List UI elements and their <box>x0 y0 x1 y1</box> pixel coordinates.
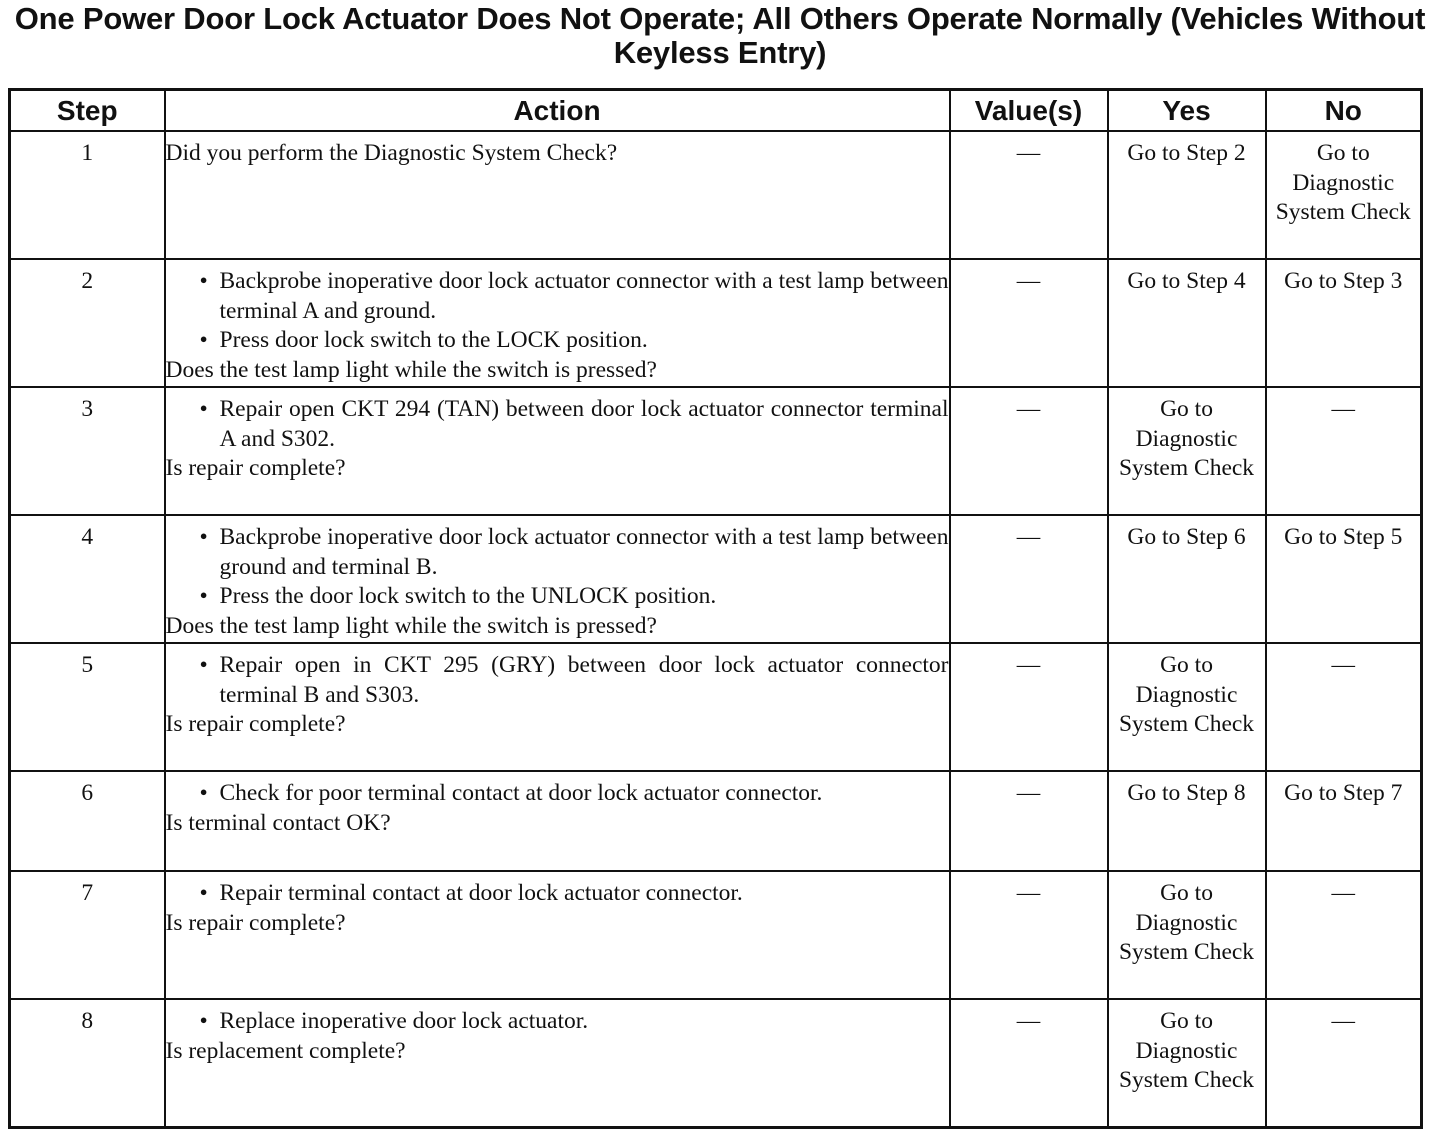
action-question: Is terminal contact OK? <box>165 809 391 836</box>
bullet-icon: • <box>199 780 208 806</box>
action-bullet-text: Repair terminal contact at door lock actuator connector. <box>219 880 743 906</box>
action-bullet-list <box>166 267 949 356</box>
diagnostic-table <box>8 88 1423 1129</box>
action-cell <box>165 131 950 259</box>
bullet-icon: • <box>199 1008 208 1034</box>
values-cell: — <box>950 515 1108 643</box>
values-cell: — <box>950 643 1108 771</box>
no-result: Go to Diagnostic System Check <box>1266 131 1422 259</box>
step-number: 1 <box>10 131 165 259</box>
yes-result: Go to Step 6 <box>1108 515 1266 643</box>
no-result: Go to Step 7 <box>1266 771 1422 871</box>
header-no: No <box>1266 90 1422 132</box>
action-question: Is repair complete? <box>165 455 346 481</box>
action-bullet-text: Repair open in CKT 295 (GRY) between door lock actuator connector terminal B and S303. <box>219 652 949 708</box>
action-cell <box>165 259 950 387</box>
action-bullet-item <box>166 326 949 356</box>
action-bullet-text: Backprobe inoperative door lock actuator connector with a test lamp between ground and terminal B. <box>219 524 949 580</box>
action-bullet-text: Press the door lock switch to the UNLOCK position. <box>219 583 717 609</box>
no-result: Go to Step 5 <box>1266 515 1422 643</box>
yes-result: Go to Step 2 <box>1108 131 1266 259</box>
action-cell <box>165 771 950 871</box>
page-title: One Power Door Lock Actuator Does Not Operate; All Others Operate Normally (Vehicles Without Keyless Entry) <box>14 1 1426 70</box>
action-bullet-text: Press door lock switch to the LOCK position. <box>219 327 648 353</box>
action-cell <box>165 643 950 771</box>
values-cell: — <box>950 387 1108 515</box>
action-bullet-item <box>166 879 949 909</box>
action-bullet-list <box>166 651 949 710</box>
table-row <box>10 387 1422 515</box>
header-step: Step <box>10 90 165 132</box>
action-bullet-item <box>166 1007 949 1037</box>
action-question: Did you perform the Diagnostic System Check? <box>165 140 618 166</box>
no-result: — <box>1266 643 1422 771</box>
step-number: 4 <box>10 515 165 643</box>
values-cell: — <box>950 771 1108 871</box>
action-bullet-item <box>166 267 949 326</box>
action-bullet-item <box>166 651 949 710</box>
table-row <box>10 999 1422 1127</box>
bullet-icon: • <box>199 524 208 550</box>
table-row <box>10 515 1422 643</box>
bullet-icon: • <box>199 880 208 906</box>
action-bullet-list <box>166 879 949 909</box>
action-cell <box>165 515 950 643</box>
action-bullet-list <box>166 523 949 612</box>
action-bullet-item <box>166 779 949 809</box>
action-bullet-item <box>166 582 949 612</box>
no-result: — <box>1266 387 1422 515</box>
action-bullet-list <box>166 395 949 454</box>
table-row <box>10 771 1422 871</box>
step-number: 7 <box>10 871 165 999</box>
header-action: Action <box>165 90 950 132</box>
step-number: 5 <box>10 643 165 771</box>
step-number: 8 <box>10 999 165 1127</box>
no-result: — <box>1266 999 1422 1127</box>
table-row <box>10 259 1422 387</box>
action-cell <box>165 871 950 999</box>
bullet-icon: • <box>199 327 208 353</box>
table-row <box>10 643 1422 771</box>
table-row <box>10 871 1422 999</box>
yes-result: Go to Diagnostic System Check <box>1108 387 1266 515</box>
action-bullet-list <box>166 779 949 809</box>
yes-result: Go to Diagnostic System Check <box>1108 871 1266 999</box>
action-question: Is repair complete? <box>165 711 346 737</box>
action-question: Does the test lamp light while the switch is pressed? <box>165 612 657 639</box>
bullet-icon: • <box>199 396 208 422</box>
no-result: — <box>1266 871 1422 999</box>
yes-result: Go to Step 8 <box>1108 771 1266 871</box>
bullet-icon: • <box>199 268 208 294</box>
yes-result: Go to Step 4 <box>1108 259 1266 387</box>
values-cell: — <box>950 131 1108 259</box>
action-cell <box>165 387 950 515</box>
bullet-icon: • <box>199 583 208 609</box>
table-row <box>10 131 1422 259</box>
action-bullet-text: Repair open CKT 294 (TAN) between door lock actuator connector terminal A and S302. <box>219 396 949 452</box>
action-question: Does the test lamp light while the switch is pressed? <box>165 356 657 383</box>
no-result: Go to Step 3 <box>1266 259 1422 387</box>
step-number: 6 <box>10 771 165 871</box>
action-bullet-text: Check for poor terminal contact at door lock actuator connector. <box>219 780 823 806</box>
values-cell: — <box>950 999 1108 1127</box>
action-cell <box>165 999 950 1127</box>
header-values: Value(s) <box>950 90 1108 132</box>
action-bullet-item <box>166 523 949 582</box>
header-yes: Yes <box>1108 90 1266 132</box>
yes-result: Go to Diagnostic System Check <box>1108 643 1266 771</box>
action-bullet-text: Replace inoperative door lock actuator. <box>219 1008 589 1034</box>
action-bullet-list <box>166 1007 949 1037</box>
yes-result: Go to Diagnostic System Check <box>1108 999 1266 1127</box>
bullet-icon: • <box>199 652 208 678</box>
values-cell: — <box>950 871 1108 999</box>
action-question: Is replacement complete? <box>165 1037 406 1064</box>
action-bullet-item <box>166 395 949 454</box>
table-header-row <box>10 90 1422 132</box>
action-bullet-text: Backprobe inoperative door lock actuator connector with a test lamp between terminal A and ground. <box>219 268 949 324</box>
step-number: 3 <box>10 387 165 515</box>
action-question: Is repair complete? <box>165 909 346 936</box>
values-cell: — <box>950 259 1108 387</box>
step-number: 2 <box>10 259 165 387</box>
